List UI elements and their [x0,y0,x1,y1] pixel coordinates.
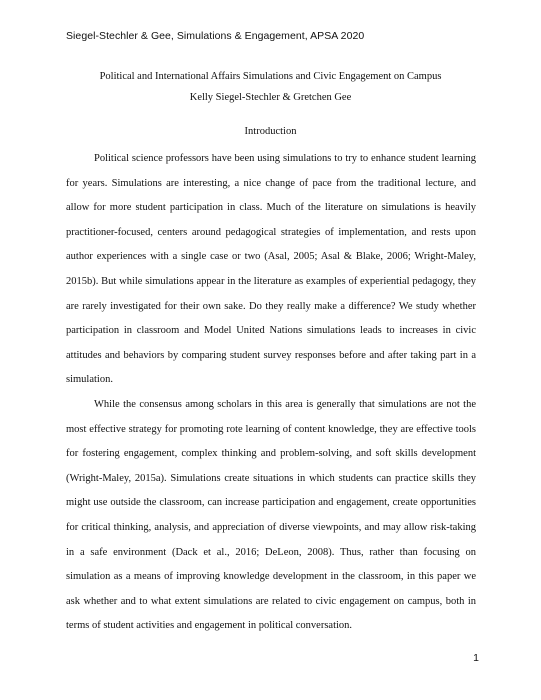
page-number: 1 [473,652,479,664]
running-header: Siegel-Stechler & Gee, Simulations & Engagement, APSA 2020 [66,30,365,42]
paper-title: Political and International Affairs Simulations and Civic Engagement on Campus [99,71,442,82]
title-block [0,66,541,108]
paragraph-1: Political science professors have been using simulations to try to enhance student learning for years. Simulations are interesting, a nice change of pace from the traditional lecture, and allow for more student participation in class. Much of the literature on simulations is heavily practitioner-focused, centers around pedagogical strategies of implementation, and rests upon author experiences with a single case or two (Asal, 2005; Asal & Blake, 2006; Wright-Maley, 2015b). But while simulations appear in the literature as examples of experiential pedagogy, they are rarely investigated for their own sake. Do they really make a difference? We study whether participation in classroom and Model United Nations simulations leads to increases in civic attitudes and behaviors by comparing student survey responses before and after taking part in a simulation. [66,153,476,386]
section-heading-introduction: Introduction [244,126,297,137]
body-text [66,147,476,639]
paragraph-2: While the consensus among scholars in this area is generally that simulations are not the most effective strategy for promoting rote learning of content knowledge, they are effective tools for fostering engagement, complex thinking and problem-solving, and soft skills development (Wright-Maley, 2015a). Simulations create situations in which students can practice skills they might use outside the classroom, can increase participation and engagement, create opportunities for critical thinking, analysis, and appreciation of diverse viewpoints, and may allow risk-taking in a safe environment (Dack et al., 2016; DeLeon, 2008). Thus, rather than focusing on simulation as a means of improving knowledge development in the classroom, in this paper we ask whether and to what extent simulations are related to civic engagement on campus, both in terms of student activities and engagement in political conversation. [66,398,476,632]
paper-authors: Kelly Siegel-Stechler & Gretchen Gee [189,92,352,103]
